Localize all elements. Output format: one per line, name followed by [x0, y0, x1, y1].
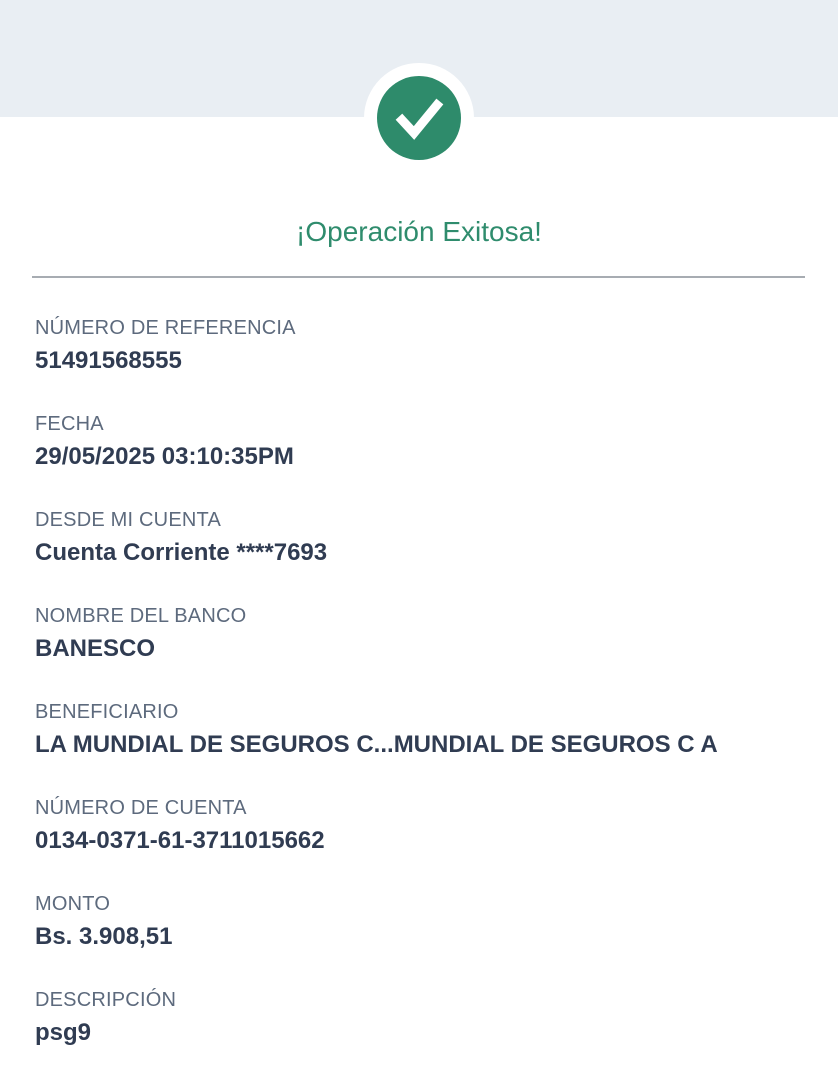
field-value: 0134-0371-61-3711015662	[35, 827, 325, 854]
field-label: DESDE MI CUENTA	[35, 509, 221, 531]
field-beneficiario	[35, 700, 803, 759]
field-label: FECHA	[35, 413, 104, 435]
field-fecha	[35, 412, 803, 471]
field-value: Bs. 3.908,51	[35, 923, 173, 950]
success-badge	[364, 63, 474, 173]
field-value: Cuenta Corriente ****7693	[35, 539, 328, 566]
field-value: LA MUNDIAL DE SEGUROS C...MUNDIAL DE SEGUROS C A	[35, 731, 718, 758]
field-nombre-del-banco	[35, 604, 803, 663]
field-label: NOMBRE DEL BANCO	[35, 605, 247, 627]
field-label: DESCRIPCIÓN	[35, 989, 177, 1011]
field-label: NÚMERO DE REFERENCIA	[35, 317, 296, 339]
success-check-icon	[377, 76, 461, 160]
field-label: MONTO	[35, 893, 111, 915]
field-numero-de-referencia	[35, 316, 803, 375]
page-title: ¡Operación Exitosa!	[296, 216, 542, 247]
field-value: psg9	[35, 1019, 92, 1046]
fields-list	[0, 278, 838, 1047]
field-label: BENEFICIARIO	[35, 701, 179, 723]
field-desde-mi-cuenta	[35, 508, 803, 567]
field-value: BANESCO	[35, 635, 156, 662]
field-label: NÚMERO DE CUENTA	[35, 797, 247, 819]
field-descripcion	[35, 988, 803, 1047]
field-numero-de-cuenta	[35, 796, 803, 855]
field-value: 51491568555	[35, 347, 182, 374]
field-value: 29/05/2025 03:10:35PM	[35, 443, 294, 470]
field-monto	[35, 892, 803, 951]
